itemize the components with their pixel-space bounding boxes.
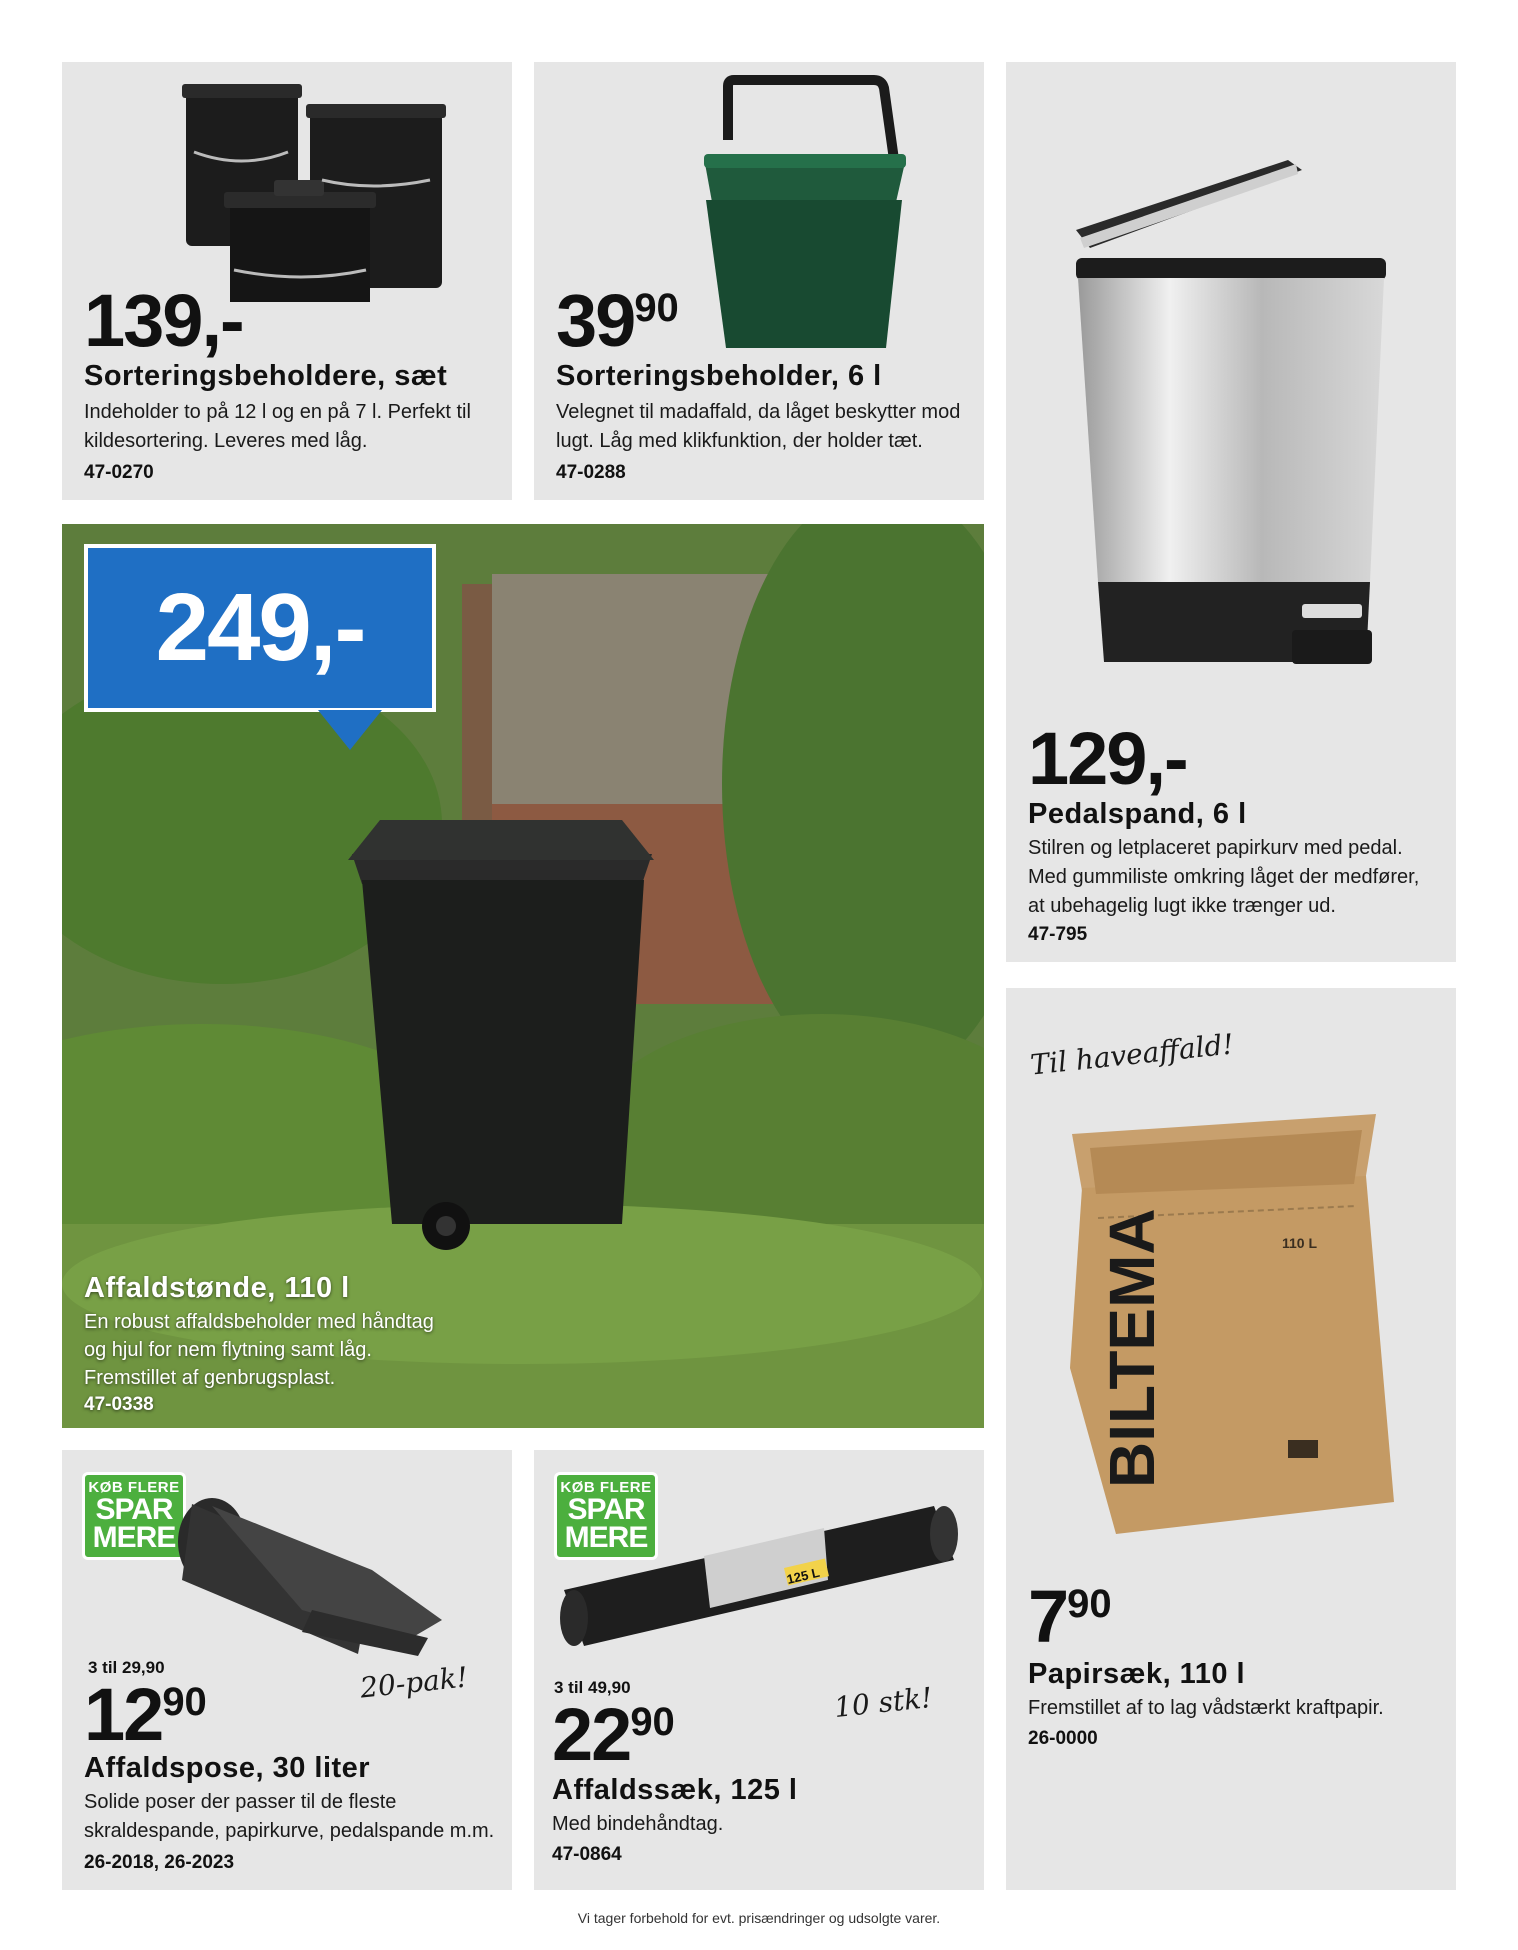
article-number: 47-0338 xyxy=(84,1394,154,1415)
product-desc-line: lugt. Låg med klikfunktion, der holder tæt. xyxy=(556,430,923,452)
product-desc-line: Fremstillet af to lag vådstærkt kraftpapir. xyxy=(1028,1697,1384,1719)
product-card-wheelie-bin[interactable] xyxy=(62,524,984,1428)
product-name: Affaldstønde, 110 l xyxy=(84,1272,350,1304)
garden-waste-note: Til haveaffald! xyxy=(1028,1027,1236,1082)
sorting-bins-image xyxy=(62,62,512,302)
product-card-paper-sack[interactable] xyxy=(1006,988,1456,1890)
price: 129,- xyxy=(1028,717,1187,800)
article-number: 47-0288 xyxy=(556,462,626,483)
product-desc-line: at ubehagelig lugt ikke trænger ud. xyxy=(1028,895,1336,917)
article-number: 26-0000 xyxy=(1028,1728,1098,1749)
article-number: 47-0270 xyxy=(84,462,154,483)
product-name: Affaldspose, 30 liter xyxy=(84,1752,371,1784)
buy-more-save-more-badge: KØB FLERE SPAR MERE xyxy=(82,1472,186,1560)
product-card-waste-sacks[interactable] xyxy=(534,1450,984,1890)
multi-buy-price: 3 til 29,90 xyxy=(88,1658,165,1677)
product-desc-line: Med gummiliste omkring låget der medfører, xyxy=(1028,866,1420,888)
price: 790 xyxy=(1028,1575,1112,1658)
price: 3990 xyxy=(556,279,679,362)
product-card-sorting-bin[interactable] xyxy=(534,62,984,500)
price: 1290 xyxy=(84,1673,207,1756)
price-tag: 249,- xyxy=(84,544,436,712)
article-number: 47-795 xyxy=(1028,924,1088,945)
product-card-sorting-set[interactable] xyxy=(62,62,512,500)
product-desc-line: Fremstillet af genbrugsplast. xyxy=(84,1367,336,1389)
sack-roll-image xyxy=(534,1450,984,1670)
article-number: 26-2018, 26-2023 xyxy=(84,1852,235,1873)
buy-more-save-more-badge: KØB FLERE SPAR MERE xyxy=(554,1472,658,1560)
product-desc-line: Stilren og letplaceret papirkurv med pedal. xyxy=(1028,837,1403,859)
product-card-waste-bags[interactable] xyxy=(62,1450,512,1890)
product-card-pedal-bin[interactable] xyxy=(1006,62,1456,962)
product-desc-line: Solide poser der passer til de fleste xyxy=(84,1791,397,1813)
product-desc-line: skraldespande, papirkurve, pedalspande m.m. xyxy=(84,1820,495,1842)
price: 2290 xyxy=(552,1693,675,1776)
article-number: 47-0864 xyxy=(552,1844,622,1865)
price: 139,- xyxy=(84,279,243,362)
svg-text:110 L: 110 L xyxy=(1282,1235,1318,1251)
multi-buy-price: 3 til 49,90 xyxy=(554,1678,631,1697)
product-desc-line: Med bindehåndtag. xyxy=(552,1813,724,1835)
paper-sack-image xyxy=(1006,988,1456,1548)
product-desc-line: og hjul for nem flytning samt låg. xyxy=(84,1339,372,1361)
pedal-bin-image xyxy=(1006,62,1456,682)
product-name: Affaldssæk, 125 l xyxy=(552,1774,798,1806)
disclaimer-footer: Vi tager forbehold for evt. prisændringer og udsolgte varer. xyxy=(577,1910,941,1926)
svg-text:BILTEMA: BILTEMA xyxy=(1096,1208,1168,1488)
product-name: Sorteringsbeholder, 6 l xyxy=(556,360,882,392)
pack-note: 10 stk! xyxy=(832,1680,934,1725)
product-name: Papirsæk, 110 l xyxy=(1028,1658,1246,1690)
pack-note: 20-pak! xyxy=(358,1660,470,1705)
product-desc-line: kildesortering. Leveres med låg. xyxy=(84,430,368,452)
svg-text:125 L: 125 L xyxy=(785,1564,822,1587)
product-desc-line: Indeholder to på 12 l og en på 7 l. Perfekt til xyxy=(84,401,471,423)
price-tag-pointer xyxy=(318,710,382,750)
product-desc-line: En robust affaldsbeholder med håndtag xyxy=(84,1311,434,1333)
bag-roll-image xyxy=(62,1450,512,1670)
product-name: Sorteringsbeholdere, sæt xyxy=(84,360,448,392)
product-name: Pedalspand, 6 l xyxy=(1028,798,1247,830)
product-desc-line: Velegnet til madaffald, da låget beskytter mod xyxy=(556,401,961,423)
